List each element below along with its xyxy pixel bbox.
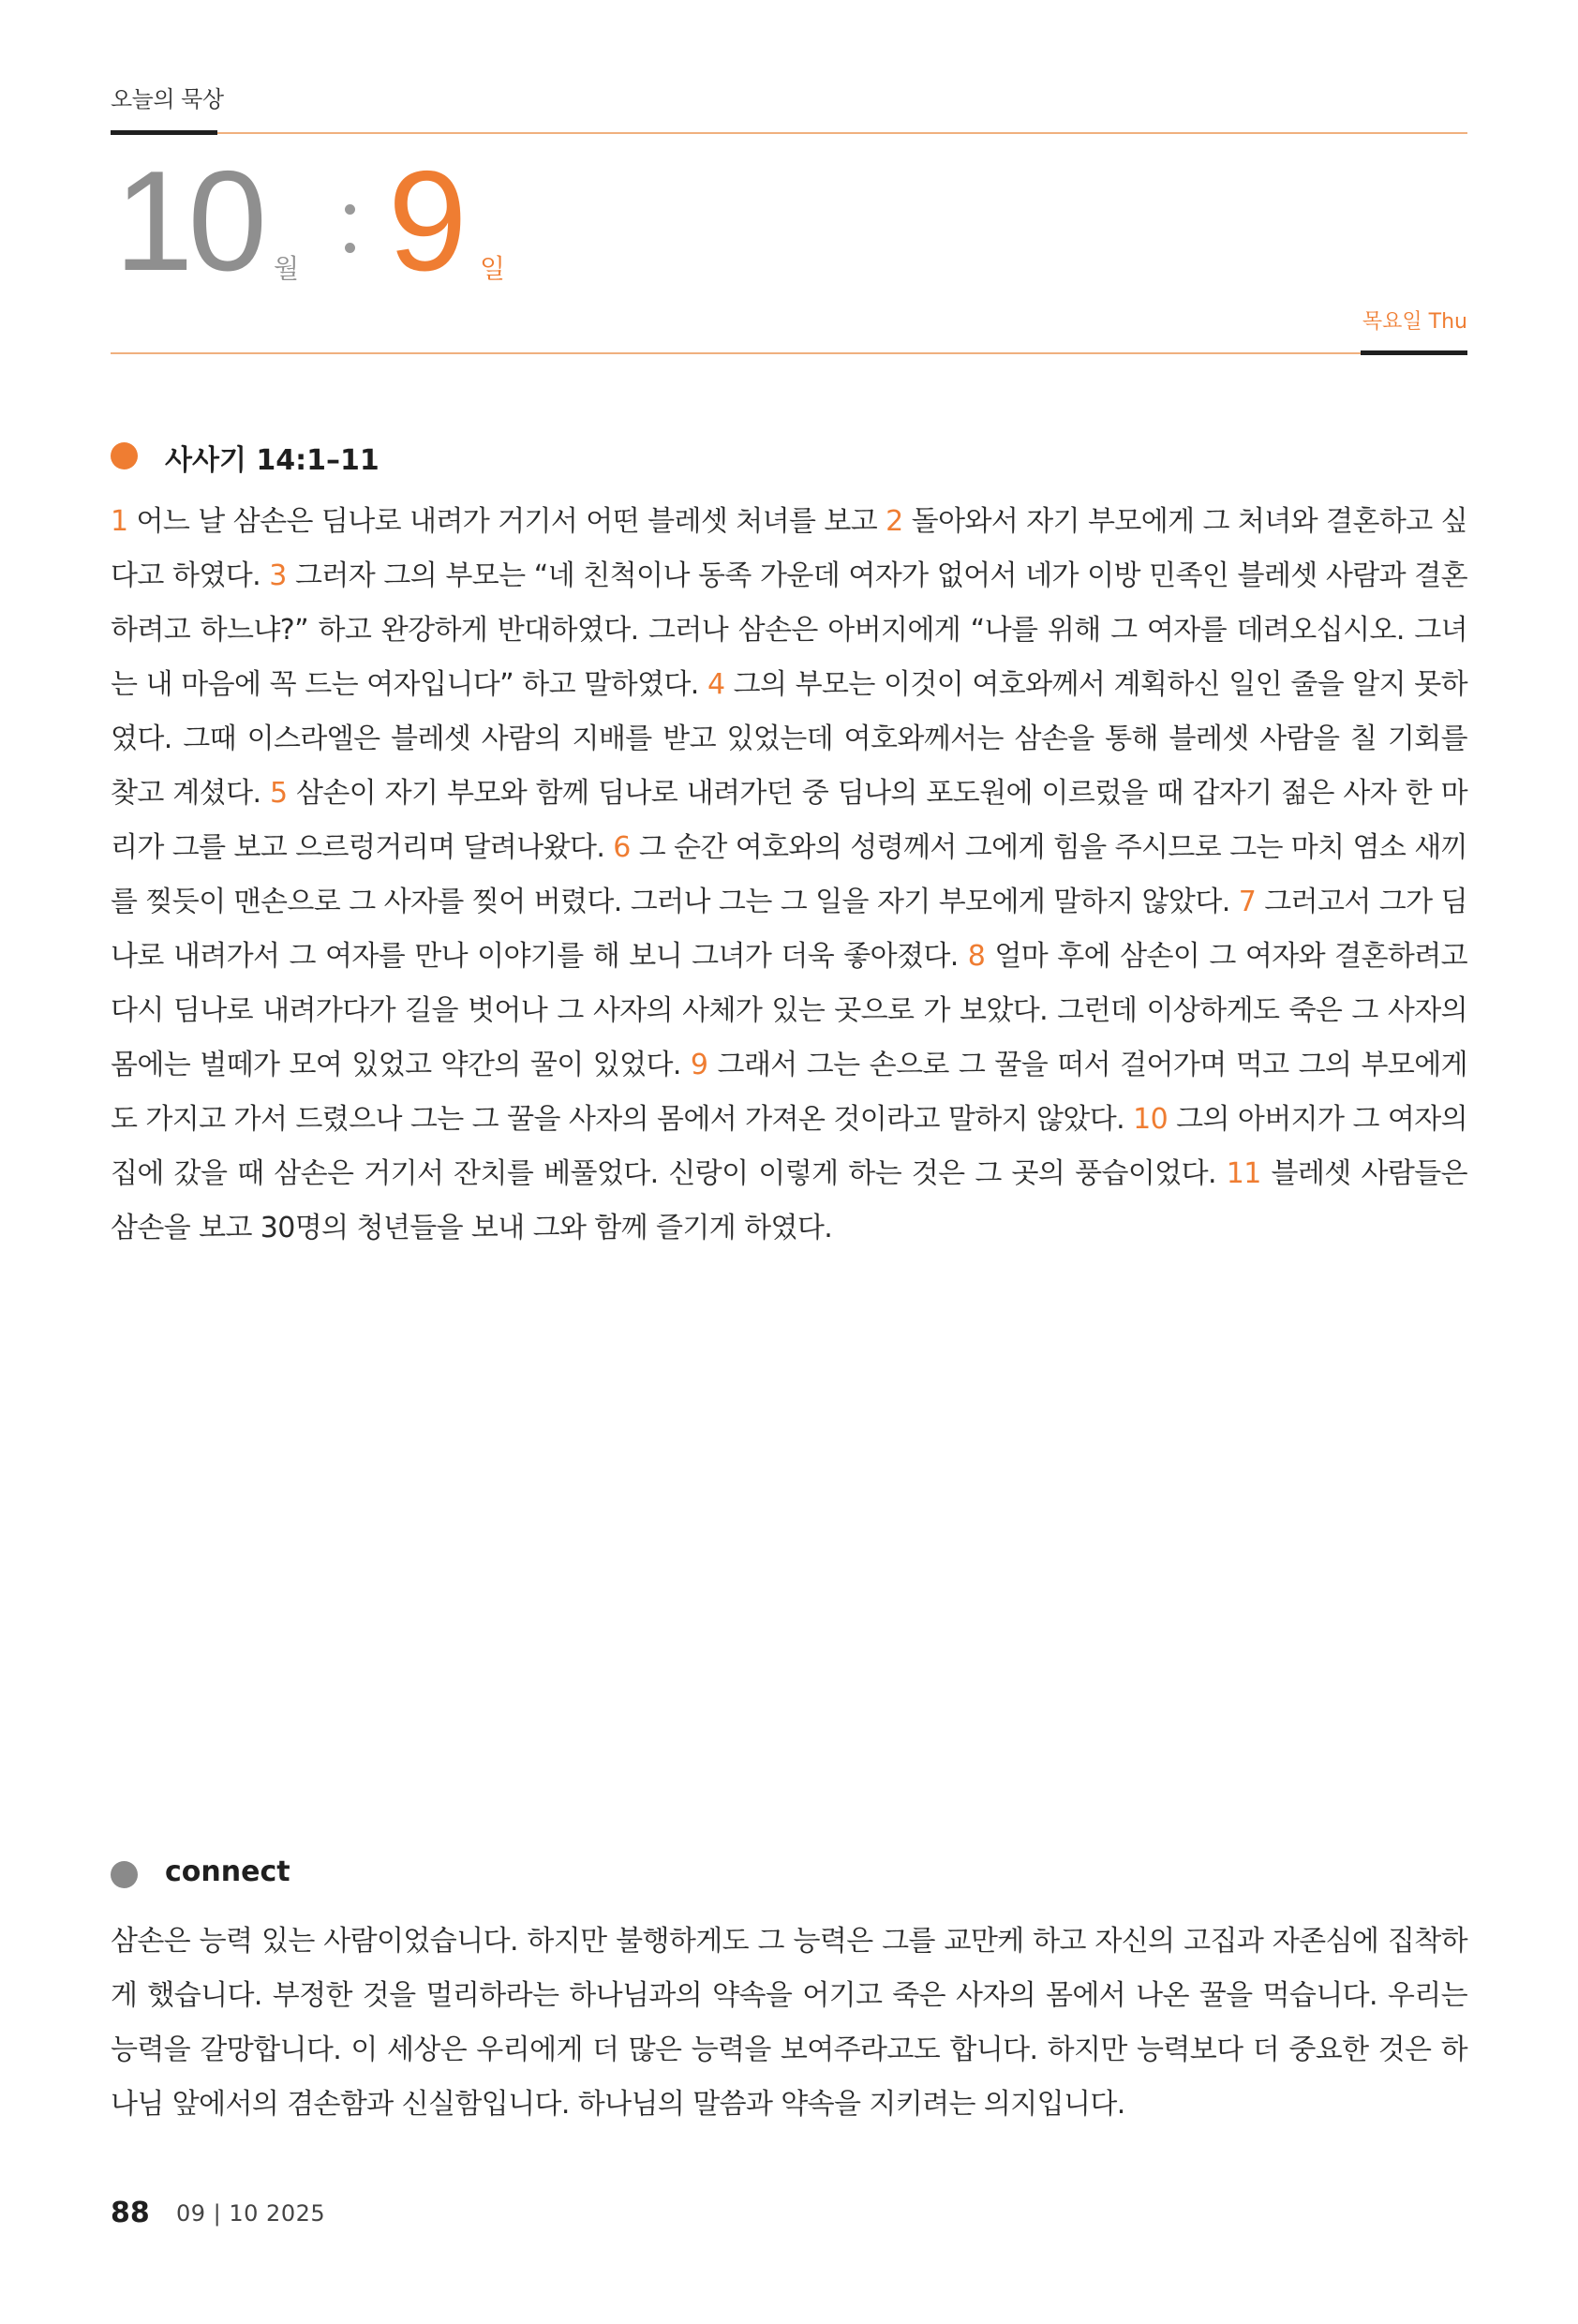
verse-number: 7 xyxy=(1238,886,1257,918)
connect-bullet-icon xyxy=(111,1861,138,1888)
verse xyxy=(111,505,886,538)
day-number: 9 xyxy=(388,142,468,301)
connect-text: 삼손은 능력 있는 사람이었습니다. 하지만 불행하게도 그 능력은 그를 교만케 하고 자신의 고집과 자존심에 집착하게 했습니다. 부정한 것을 멀리하라는 하나님과의 약속을 어기고 죽은 사자의 몸에서 나온 꿀을 먹습니다. 우리는 능력을 갈망합니다. 이 세상은 우리에게 더 많은 능력을 보여주라고도 합니다. 하지만 능력보다 더 중요한 것은 하나님 앞에서의 겸손함과 신실함입니다. 하나님의 말씀과 약속을 지키려는 의지입니다. xyxy=(111,1925,1467,2121)
verse-text: 어느 날 삼손은 딤나로 내려가 거기서 어떤 블레셋 처녀를 보고 xyxy=(127,505,886,538)
verse-text: 그러자 그의 부모는 “네 친척이나 동족 가운데 여자가 없어서 네가 이방 민족인 블레셋 사람과 결혼하려고 하느냐?” 하고 완강하게 반대하였다. 그러나 삼손은 아버지에게 “나를 위해 그 여자를 데려오십시오. 그녀는 내 마음에 꼭 드는 여자입니다” 하고 말하였다. xyxy=(111,559,1467,701)
header-top-rule xyxy=(111,132,1467,134)
verse-text: 얼마 후에 삼손이 그 여자와 결혼하려고 다시 딤나로 내려가다가 길을 벗어나 그 사자의 사체가 있는 곳으로 가 보았다. 그런데 이상하게도 죽은 그 사자의 몸에는 벌떼가 모여 있었고 약간의 꿀이 있었다. xyxy=(111,940,1467,1081)
verse-number: 3 xyxy=(269,559,287,592)
verse-number: 2 xyxy=(886,505,903,538)
verse-number: 10 xyxy=(1133,1103,1169,1136)
issue-date: 09 | 10 2025 xyxy=(176,2200,326,2227)
header-bottom-rule xyxy=(111,352,1467,354)
verse-number: 4 xyxy=(707,668,725,701)
page-number: 88 xyxy=(111,2197,150,2229)
verse-number: 5 xyxy=(269,777,288,810)
day-unit: 일 xyxy=(480,253,506,284)
verse-text: 그래서 그는 손으로 그 꿀을 떠서 걸어가며 먹고 그의 부모에게도 가지고 가서 드렸으나 그는 그 꿀을 사자의 몸에서 가져온 것이라고 말하지 않았다. xyxy=(111,1049,1467,1136)
verse-text: 그의 아버지가 그 여자의 집에 갔을 때 삼손은 거기서 잔치를 베풀었다. 신랑이 이렇게 하는 것은 그 곳의 풍습이었다. xyxy=(111,1103,1467,1190)
passage-bullet-icon xyxy=(111,442,138,469)
verse-number: 11 xyxy=(1226,1157,1261,1190)
passage-text xyxy=(111,495,1467,1256)
verse-text: 블레셋 사람들은 삼손을 보고 30명의 청년들을 보내 그와 함께 즐기게 하였다. xyxy=(111,1157,1467,1244)
verse-number: 1 xyxy=(111,505,128,538)
passage-reference: 사사기 14:1–11 xyxy=(165,444,380,477)
section-label: 오늘의 묵상 xyxy=(111,86,224,112)
verse-text: 그의 부모는 이것이 여호와께서 계획하신 일인 줄을 알지 못하였다. 그때 이스라엘은 블레셋 사람의 지배를 받고 있었는데 여호와께서는 삼손을 통해 블레셋 사람을 칠 기회를 찾고 계셨다. xyxy=(111,668,1467,810)
verse-number: 6 xyxy=(613,831,631,864)
verse-text: 돌아와서 자기 부모에게 그 처녀와 결혼하고 싶다고 하였다. xyxy=(111,505,1467,592)
verse-number: 9 xyxy=(690,1049,708,1081)
header-bottom-rule-accent xyxy=(1361,350,1467,355)
weekday: 목요일 Thu xyxy=(1362,310,1467,334)
header-top-rule-accent xyxy=(111,130,217,135)
date-colon-dot-bottom xyxy=(345,243,355,253)
connect-heading: connect xyxy=(165,1855,290,1888)
date-colon-dot-top xyxy=(345,204,355,215)
verse-number: 8 xyxy=(967,940,986,973)
verse-text: 삼손이 자기 부모와 함께 딤나로 내려가던 중 딤나의 포도원에 이르렀을 때 갑자기 젊은 사자 한 마리가 그를 보고 으르렁거리며 달려나왔다. xyxy=(111,777,1467,864)
month-number: 10 xyxy=(114,142,262,301)
month-unit: 월 xyxy=(274,253,300,284)
verse-text: 그러고서 그가 딤나로 내려가서 그 여자를 만나 이야기를 해 보니 그녀가 더욱 좋아졌다. xyxy=(111,886,1467,973)
verse-text: 그 순간 여호와의 성령께서 그에게 힘을 주시므로 그는 마치 염소 새끼를 찢듯이 맨손으로 그 사자를 찢어 버렸다. 그러나 그는 그 일을 자기 부모에게 말하지 않았다. xyxy=(111,831,1468,918)
